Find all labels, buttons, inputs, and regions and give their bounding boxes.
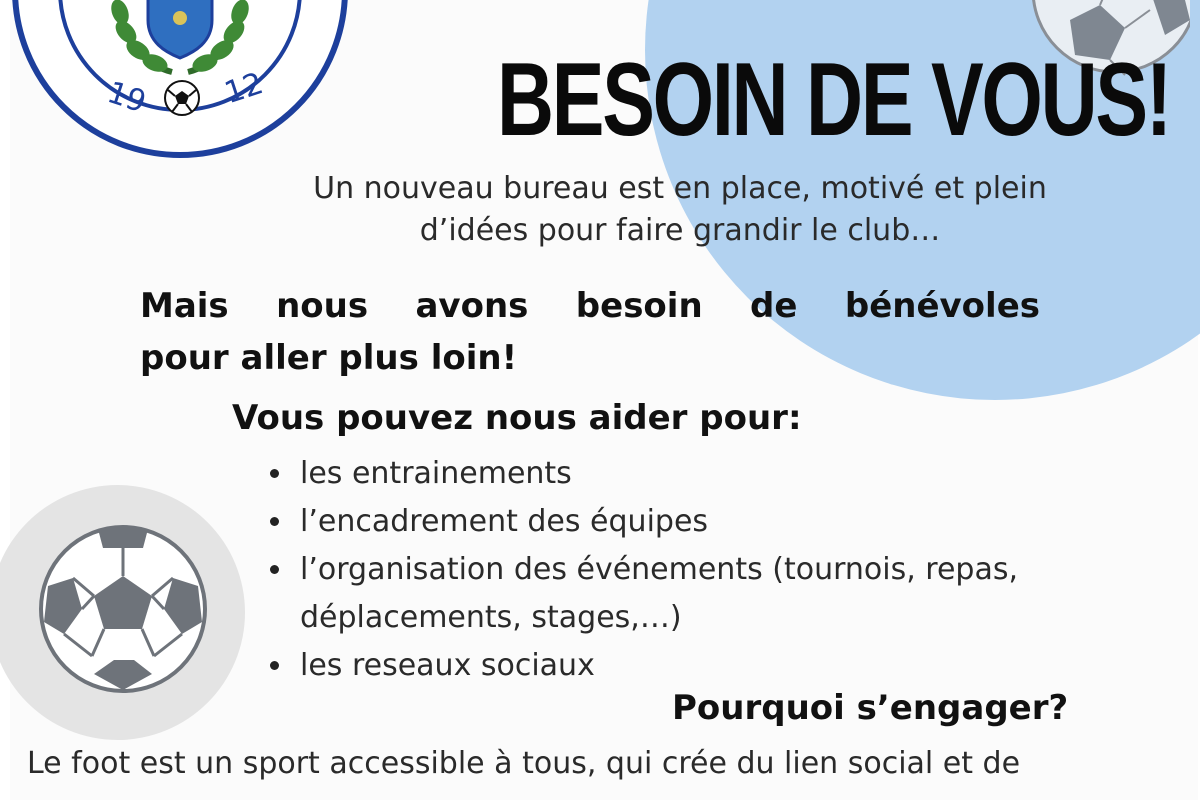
closing-line: Le foot est un sport accessible à tous, qui crée du lien social et de	[27, 746, 1021, 781]
volunteers-needed-line: pour aller plus loin!	[140, 338, 518, 378]
volunteers-needed-line: Mais nous avons besoin de bénévoles	[140, 286, 1040, 326]
club-logo	[10, 0, 350, 180]
why-title: Pourquoi s’engager?	[672, 688, 1069, 728]
intro-line: d’idées pour faire grandir le club…	[419, 213, 941, 248]
volunteers-needed-text	[140, 280, 1040, 384]
soccer-ball-icon	[38, 524, 208, 694]
closing-text	[27, 740, 1177, 788]
headline: BESOIN DE VOUS!	[497, 42, 1170, 158]
bullet-icon	[270, 469, 279, 478]
intro-text	[210, 168, 1150, 252]
task-text: l’encadrement des équipes	[300, 504, 709, 539]
logo-year-right: 12	[220, 66, 268, 112]
list-item	[260, 450, 1160, 498]
bullet-icon	[270, 517, 279, 526]
list-item	[260, 642, 1160, 690]
task-text: les entrainements	[300, 456, 572, 491]
logo-soccer-ball-icon	[165, 81, 199, 115]
task-text-continued: déplacements, stages,…)	[300, 600, 682, 635]
logo-year-left: 19	[103, 75, 151, 121]
help-title: Vous pouvez nous aider pour:	[232, 398, 802, 438]
list-item	[260, 498, 1160, 546]
help-task-list	[260, 450, 1160, 690]
list-item	[260, 546, 1160, 642]
intro-line: Un nouveau bureau est en place, motivé et plein	[313, 171, 1047, 206]
bullet-icon	[270, 661, 279, 670]
task-text: l’organisation des événements (tournois, repas,	[300, 552, 1019, 587]
task-text: les reseaux sociaux	[300, 648, 595, 683]
bullet-icon	[270, 565, 279, 574]
